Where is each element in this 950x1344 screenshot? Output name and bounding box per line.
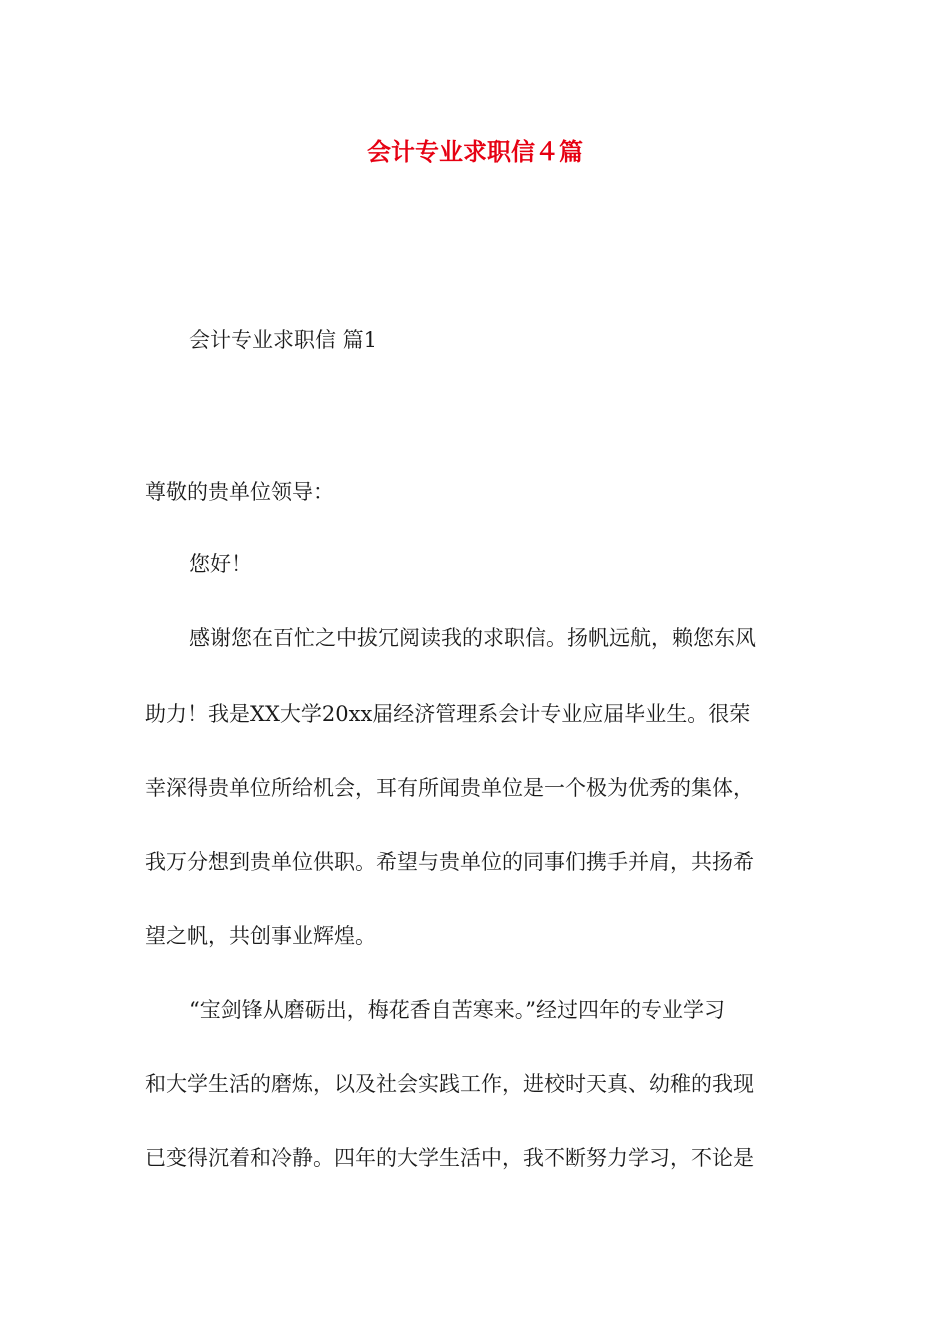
body-line: 已变得沉着和冷静。四年的大学生活中，我不断努力学习，不论是 <box>145 1146 754 1170</box>
body-line: 和大学生活的磨炼，以及社会实践工作，进校时天真、幼稚的我现 <box>145 1072 754 1096</box>
salutation: 尊敬的贵单位领导： <box>145 480 334 504</box>
section-heading: 会计专业求职信 篇1 <box>189 328 378 352</box>
body-line: 感谢您在百忙之中拔冗阅读我的求职信。扬帆远航，赖您东风 <box>189 626 756 650</box>
body-line: 幸深得贵单位所给机会，耳有所闻贵单位是一个极为优秀的集体， <box>145 776 754 800</box>
body-line: “宝剑锋从磨砺出，梅花香自苦寒来。”经过四年的专业学习 <box>189 998 725 1022</box>
greeting: 您好！ <box>189 552 252 576</box>
body-line: 望之帆，共创事业辉煌。 <box>145 924 376 948</box>
body-line: 我万分想到贵单位供职。希望与贵单位的同事们携手并肩，共扬希 <box>145 850 754 874</box>
document-title: 会计专业求职信４篇 <box>367 137 583 166</box>
body-line: 助力！我是XX大学20xx届经济管理系会计专业应届毕业生。很荣 <box>145 702 751 726</box>
